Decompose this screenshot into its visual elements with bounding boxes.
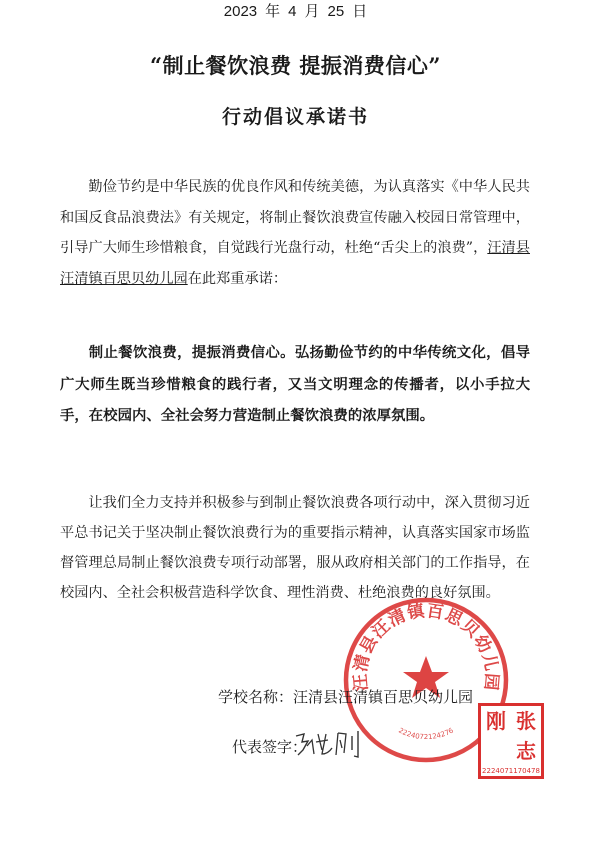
name-stamp <box>478 703 544 779</box>
school-label: 学校名称： <box>218 688 294 706</box>
document-date <box>0 0 591 21</box>
date-year-unit: 年 <box>265 3 281 20</box>
stamp-number: 2224071170478 <box>482 767 540 775</box>
seal-number: 2224072124276 <box>397 726 455 742</box>
closing-paragraph: 让我们全力支持并积极参与到制止餐饮浪费各项行动中，深入贯彻习近平总书记关于坚决制止餐饮浪费行为的重要指示精神，认真落实国家市场监督管理总局制止餐饮浪费专项行动部署，服从政府相关部门的工作指导，在校园内、全社会积极营造科学饮食、理性消费、杜绝浪费的良好氛围。 <box>60 495 530 601</box>
stamp-char: 志 <box>516 739 536 763</box>
stamp-char <box>481 736 511 766</box>
date-day-unit: 日 <box>352 3 368 20</box>
school-name-underlined: 汪清县汪清镇百思贝幼儿园 <box>60 240 530 287</box>
pledge-paragraph: 制止餐饮浪费，提振消费信心。弘扬勤俭节约的中华传统文化，倡导广大师生既当珍惜粮食的践行者，又当文明理念的传播者，以小手拉大手，在校园内、全社会努力营造制止餐饮浪费的浓厚氛围。 <box>60 345 530 424</box>
intro-tail: 在此郑重承诺： <box>187 270 288 287</box>
stamp-char: 刚 <box>486 709 506 733</box>
date-month-unit: 月 <box>304 3 320 20</box>
seal-text: 汪清县汪清镇百思贝幼儿园 <box>350 601 502 692</box>
date-month: 4 <box>288 3 297 20</box>
school-name-row <box>218 686 473 707</box>
date-day: 25 <box>327 3 345 20</box>
school-name: 汪清县汪清镇百思贝幼儿园 <box>293 688 474 706</box>
representative-label: 代表签字： <box>232 738 308 756</box>
intro-paragraph <box>60 172 530 294</box>
document-subtitle: 行动倡议承诺书 <box>221 106 369 128</box>
handwritten-signature <box>292 728 374 758</box>
svg-text:2224072124276 <box>397 726 455 741</box>
document-title: “制止餐饮浪费 提振消费信心” <box>150 53 441 78</box>
intro-text: 勤俭节约是中华民族的优良作风和传统美德，为认真落实《中华人民共和国反食品浪费法》有关规定，将制止餐饮浪费宣传融入校园日常管理中，引导广大师生珍惜粮食，自觉践行光盘行动，杜绝“舌尖上的浪费”， <box>60 179 530 256</box>
date-year: 2023 <box>223 3 258 20</box>
stamp-char: 张 <box>516 709 536 733</box>
